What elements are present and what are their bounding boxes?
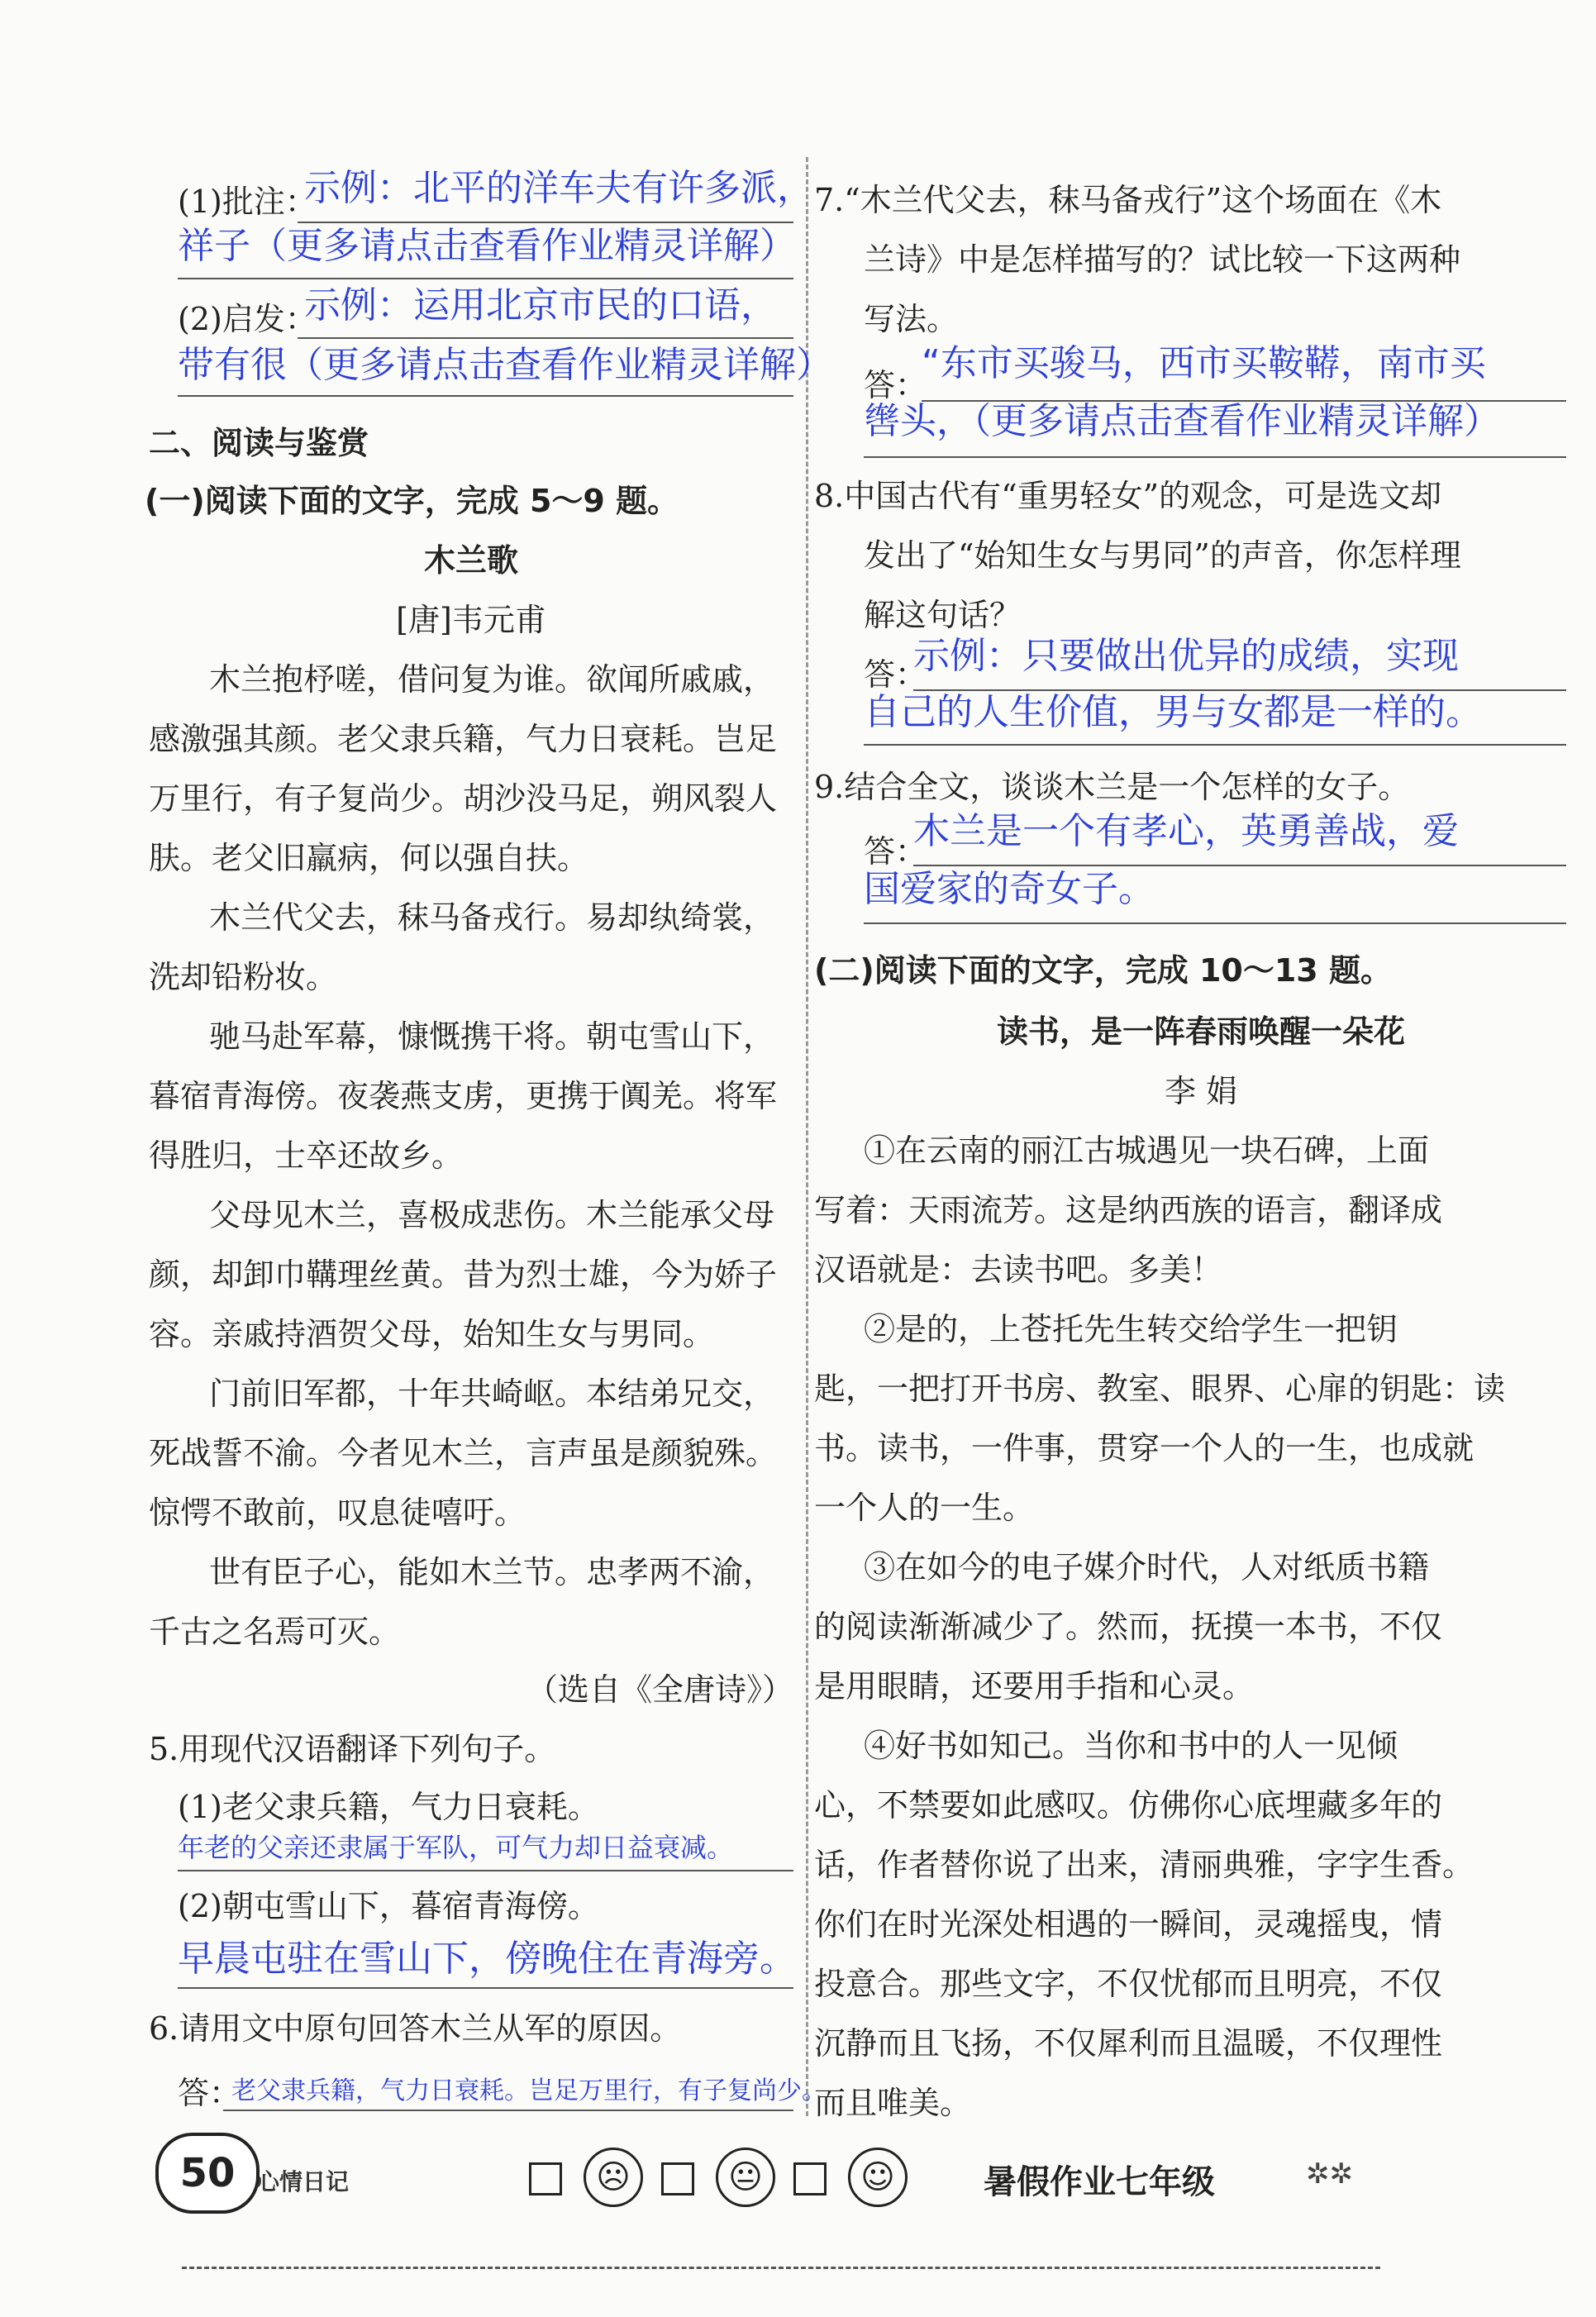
poem-line: 万里行，有子复尚少。胡沙没马足，朔风裂人 (149, 780, 778, 817)
essay-line: 一个人的一生。 (814, 1490, 1035, 1526)
poem-line: 门前旧军都，十年共崎岖。本结弟兄交， (209, 1375, 775, 1412)
annotation-label: (1)批注： (178, 184, 317, 220)
poem-line: 洗却铅粉妆。 (149, 959, 338, 995)
happy-face-icon: ☺ (848, 2148, 908, 2207)
essay-line: ①在云南的丽江古城遇见一块石碑，上面 (864, 1132, 1430, 1169)
inspiration-answer-line1: 示例：运用北京市民的口语， (304, 284, 777, 327)
question-7-answer-line2: 辔头，（更多请点击查看作业精灵详解） (864, 400, 1500, 442)
poem-source: （选自《全唐诗》） (526, 1671, 793, 1708)
answer-underline (864, 744, 1566, 746)
part1-instruction: (一)阅读下面的文字，完成 5～9 题。 (145, 483, 679, 519)
inspiration-answer-line2: 带有很（更多请点击查看作业精灵详解） (178, 344, 832, 386)
poem-line: 得胜归，士卒还故乡。 (149, 1137, 464, 1174)
question-8-line: 发出了“始知生女与男同”的声音，你怎样理 (864, 537, 1461, 574)
question-7-line: 兰诗》中是怎样描写的？试比较一下这两种 (864, 241, 1461, 278)
question-8-answer-line2: 自己的人生价值，男与女都是一样的。 (864, 691, 1482, 733)
essay-title: 读书，是一阵春雨唤醒一朵花 (996, 1013, 1405, 1050)
question-6-answer: 老父隶兵籍，气力日衰耗。岂足万里行，有子复尚少。 (231, 2076, 827, 2105)
part2-instruction: (二)阅读下面的文字，完成 10～13 题。 (814, 952, 1392, 989)
essay-line: 投意合。那些文字，不仅忧郁而且明亮，不仅 (814, 1966, 1443, 2002)
essay-line: 你们在时光深处相遇的一瞬间，灵魂摇曳，情 (814, 1906, 1443, 1943)
answer-underline (864, 923, 1566, 924)
question-6-answer-label: 答： (178, 2075, 241, 2111)
essay-line: 的阅读渐渐减少了。然而，抚摸一本书，不仅 (814, 1609, 1443, 1645)
answer-underline (223, 2110, 793, 2111)
question-9: 9.结合全文，谈谈木兰是一个怎样的女子。 (814, 769, 1410, 805)
essay-line: 写着：天雨流芳。这是纳西族的语言，翻译成 (814, 1192, 1443, 1228)
question-5: 5.用现代汉语翻译下列句子。 (149, 1731, 556, 1767)
poem-line: 世有臣子心，能如木兰节。忠孝两不渝， (209, 1554, 775, 1590)
question-8-answer-label: 答： (864, 656, 927, 693)
mood-checkbox[interactable] (529, 2162, 562, 2195)
answer-underline (178, 1870, 793, 1871)
essay-line: 话，作者替你说了出来，清丽典雅，字字生香。 (814, 1847, 1475, 1883)
poem-line: 父母见木兰，喜极成悲伤。木兰能承父母 (209, 1197, 775, 1233)
answer-underline (178, 1987, 793, 1989)
poem-line: 驰马赴军幕，慷慨携干将。朝屯雪山下， (209, 1018, 775, 1055)
essay-line: ③在如今的电子媒介时代，人对纸质书籍 (864, 1549, 1430, 1585)
mood-checkbox[interactable] (793, 2162, 827, 2195)
essay-line: 沉静而且飞扬，不仅犀利而且温暖，不仅理性 (814, 2025, 1443, 2062)
poem-line: 颜，却卸巾鞲理丝黄。昔为烈士雄，今为娇子 (149, 1256, 778, 1293)
essay-line: 是用眼睛，还要用手指和心灵。 (814, 1668, 1255, 1704)
inspiration-label: (2)启发： (178, 301, 317, 337)
essay-line: 而且唯美。 (814, 2085, 972, 2121)
neutral-face-icon: 😐 (716, 2148, 775, 2207)
poem-line: 死战誓不渝。今者见木兰，言声虽是颜貌殊。 (149, 1435, 778, 1471)
poem-line: 惊愕不敢前，叹息徒嘻吁。 (149, 1495, 526, 1531)
answer-underline (298, 337, 793, 339)
answer-underline (864, 456, 1566, 458)
question-6: 6.请用文中原句回答木兰从军的原因。 (149, 2010, 682, 2047)
question-8-answer-line1: 示例：只要做出优异的成绩，实现 (913, 635, 1459, 677)
question-7-answer-line1: “东市买骏马，西市买鞍鞯，南市买 (922, 342, 1486, 384)
mood-checkbox[interactable] (661, 2162, 694, 2195)
question-7-line: 写法。 (864, 301, 959, 337)
question-8-line: 解这句话？ (864, 597, 1022, 633)
question-5-2-answer: 早晨屯驻在雪山下，傍晚住在青海旁。 (178, 1938, 796, 1980)
essay-line: 匙，一把打开书房、教室、眼界、心扉的钥匙：读 (814, 1371, 1506, 1407)
question-5-2: (2)朝屯雪山下，暮宿青海傍。 (178, 1888, 599, 1924)
poem-line: 木兰代父去，秣马备戎行。易却纨绮裳， (209, 899, 775, 936)
question-5-1-answer: 年老的父亲还隶属于军队，可气力却日益衰减。 (178, 1832, 734, 1863)
poem-title: 木兰歌 (423, 542, 518, 579)
poem-line: 肤。老父旧羸病，何以强自扶。 (149, 840, 589, 876)
question-7-answer-label: 答： (864, 367, 927, 403)
essay-author: 李 娟 (1164, 1073, 1238, 1109)
annotation-answer-line1: 示例：北平的洋车夫有许多派， (304, 167, 813, 209)
question-7-line: 7.“木兰代父去，秣马备戎行”这个场面在《木 (814, 182, 1442, 218)
sad-face-icon: ☹ (584, 2148, 643, 2207)
poem-line: 感激强其颜。老父隶兵籍，气力日衰耗。岂足 (149, 721, 778, 757)
workbook-brand: 暑假作业七年级 (984, 2163, 1215, 2201)
poem-line: 暮宿青海傍。夜袭燕支虏，更携于阗羌。将军 (149, 1078, 778, 1114)
essay-line: ④好书如知己。当你和书中的人一见倾 (864, 1728, 1398, 1764)
footer-dashed-line (182, 2267, 1380, 2269)
question-5-1: (1)老父隶兵籍，气力日衰耗。 (178, 1789, 599, 1825)
essay-line: 汉语就是：去读书吧。多美！ (814, 1251, 1223, 1288)
question-9-answer-label: 答： (864, 833, 927, 870)
answer-underline (178, 395, 793, 397)
essay-line: 心，不禁要如此感叹。仿佛你心底埋藏多年的 (814, 1787, 1443, 1824)
page-number: 50 (155, 2133, 260, 2214)
essay-line: ②是的，上苍托先生转交给学生一把钥 (864, 1311, 1398, 1347)
poem-line: 容。亲戚持酒贺父母，始知生女与男同。 (149, 1316, 715, 1352)
column-divider (806, 157, 808, 2116)
annotation-answer-line2: 祥子（更多请点击查看作业精灵详解） (178, 225, 796, 267)
answer-underline (178, 278, 793, 279)
question-9-answer-line2: 国爱家的奇女子。 (864, 868, 1155, 910)
question-9-answer-line1: 木兰是一个有孝心，英勇善战，爱 (913, 810, 1459, 852)
poem-line: 千古之名焉可灭。 (149, 1614, 401, 1650)
mood-diary-label: 心情日记 (256, 2168, 350, 2195)
question-8-line: 8.中国古代有“重男轻女”的观念，可是选文却 (814, 478, 1442, 514)
section-title: 二、阅读与鉴赏 (149, 425, 369, 461)
poem-line: 木兰抱杼嗟，借问复为谁。欲闻所戚戚， (209, 661, 775, 698)
star-decoration-icon: ✲✲ (1306, 2157, 1353, 2191)
essay-line: 书。读书，一件事，贯穿一个人的一生，也成就 (814, 1430, 1475, 1466)
poem-author: [唐]韦元甫 (396, 602, 546, 638)
